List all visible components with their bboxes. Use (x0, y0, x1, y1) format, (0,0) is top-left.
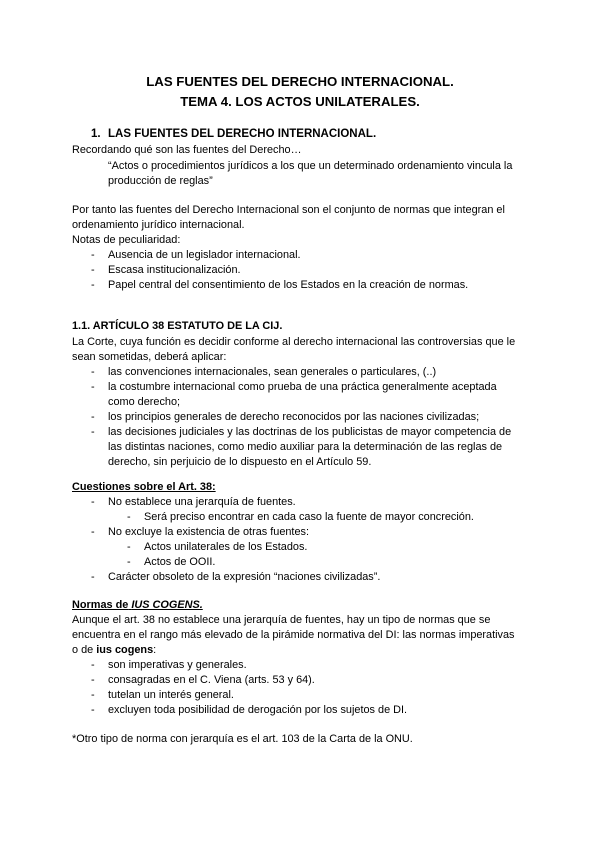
art38-item: las decisiones judiciales y las doctrinas de los publicistas de mayor competencia de (108, 426, 512, 438)
document-title-line2: TEMA 4. LOS ACTOS UNILATERALES. (180, 94, 420, 109)
list-bullet: - (91, 496, 95, 508)
ius-para-line1: Aunque el art. 38 no establece una jerarquía de fuentes, hay un tipo de normas que se (72, 614, 491, 626)
art38-item: la costumbre internacional como prueba de una práctica generalmente aceptada (108, 381, 497, 393)
list-bullet: - (91, 264, 95, 276)
ius-heading-prefix: Normas de (72, 599, 129, 611)
ius-heading (72, 598, 203, 613)
ius-item: excluyen toda posibilidad de derogación por los sujetos de DI. (108, 704, 408, 716)
list-bullet: - (91, 689, 95, 701)
section1-para-line2: ordenamiento jurídico internacional. (72, 219, 245, 231)
cuestiones-item: No excluye la existencia de otras fuentes: (108, 526, 309, 538)
section11-intro-line1: La Corte, cuya función es decidir conforme al derecho internacional las controversias que le (72, 336, 516, 348)
ius-footnote: *Otro tipo de norma con jerarquía es el art. 103 de la Carta de la ONU. (72, 733, 413, 745)
section1-heading: LAS FUENTES DEL DERECHO INTERNACIONAL. (108, 128, 377, 140)
art38-item-cont: derecho, sin perjuicio de lo dispuesto en el Artículo 59. (108, 456, 372, 468)
art38-item: las convenciones internacionales, sean generales o particulares, (..) (108, 366, 437, 378)
list-bullet: - (91, 526, 95, 538)
list-bullet: - (127, 541, 131, 553)
section1-quote-line2: producción de reglas” (108, 175, 213, 187)
section1-para-line1: Por tanto las fuentes del Derecho Internacional son el conjunto de normas que integran el (72, 204, 505, 216)
list-bullet: - (91, 366, 95, 378)
note-item: Ausencia de un legislador internacional. (108, 249, 301, 261)
section1-number: 1. (91, 128, 101, 140)
list-bullet: - (91, 249, 95, 261)
cuestiones-subitem: Actos de OOII. (144, 556, 216, 568)
document-title-line1: LAS FUENTES DEL DERECHO INTERNACIONAL. (146, 74, 454, 89)
list-bullet: - (91, 704, 95, 716)
cuestiones-heading: Cuestiones sobre el Art. 38: (72, 481, 216, 493)
list-bullet: - (91, 279, 95, 291)
ius-para-line3-suffix: : (153, 644, 157, 656)
ius-item: tutelan un interés general. (108, 689, 234, 701)
art38-item-cont: como derecho; (108, 396, 181, 408)
ius-para-line2: encuentra en el rango más elevado de la pirámide normativa del DI: las normas imperativas (72, 629, 515, 641)
art38-item: los principios generales de derecho reconocidos por las naciones civilizadas; (108, 411, 480, 423)
list-bullet: - (91, 381, 95, 393)
cuestiones-item: Carácter obsoleto de la expresión “naciones civilizadas”. (108, 571, 381, 583)
list-bullet: - (91, 571, 95, 583)
ius-heading-em: IUS COGENS. (131, 599, 203, 611)
ius-para-line3-prefix: o de (72, 644, 94, 656)
section1-intro: Recordando qué son las fuentes del Derecho… (72, 144, 302, 156)
list-bullet: - (127, 511, 131, 523)
ius-para-line3 (72, 643, 156, 658)
section1-notes-label: Notas de peculiaridad: (72, 234, 181, 246)
cuestiones-subitem: Será preciso encontrar en cada caso la fuente de mayor concreción. (144, 511, 474, 523)
section11-intro-line2: sean sometidas, deberá aplicar: (72, 351, 227, 363)
note-item: Escasa institucionalización. (108, 264, 241, 276)
ius-item: consagradas en el C. Viena (arts. 53 y 64). (108, 674, 315, 686)
list-bullet: - (91, 411, 95, 423)
list-bullet: - (127, 556, 131, 568)
cuestiones-subitem: Actos unilaterales de los Estados. (144, 541, 308, 553)
list-bullet: - (91, 674, 95, 686)
section11-heading: 1.1. ARTÍCULO 38 ESTATUTO DE LA CIJ. (72, 320, 283, 332)
ius-para-line3-bold: ius cogens (96, 644, 154, 656)
list-bullet: - (91, 426, 95, 438)
cuestiones-item: No establece una jerarquía de fuentes. (108, 496, 296, 508)
note-item: Papel central del consentimiento de los Estados en la creación de normas. (108, 279, 469, 291)
art38-item-cont: las distintas naciones, como medio auxiliar para la determinación de las reglas de (108, 441, 503, 453)
list-bullet: - (91, 659, 95, 671)
ius-item: son imperativas y generales. (108, 659, 247, 671)
section1-quote-line1: “Actos o procedimientos jurídicos a los que un determinado ordenamiento vincula la (108, 160, 513, 172)
